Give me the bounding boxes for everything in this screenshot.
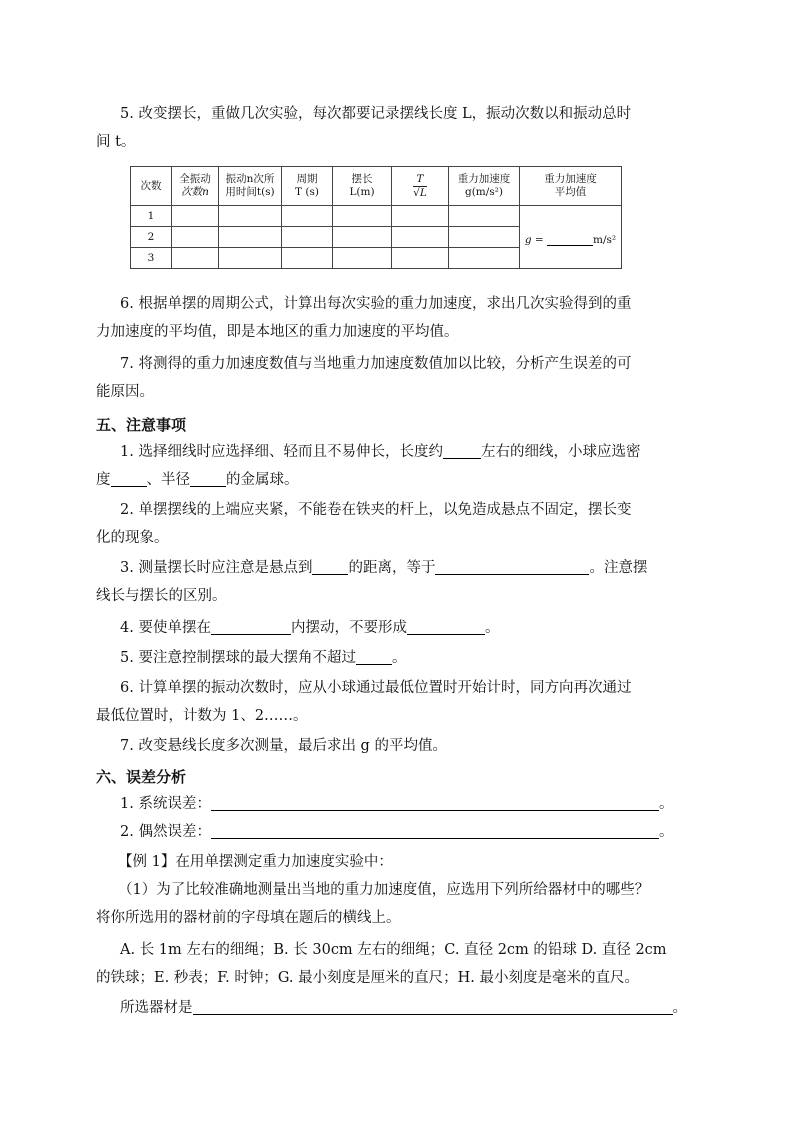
- note-4: 4. 要使单摆在 内摆动，不要形成 。: [120, 620, 500, 636]
- blank-plane: [211, 618, 291, 635]
- row-index: 3: [131, 248, 172, 269]
- options-line-1: A. 长 1m 左右的细绳；B. 长 30cm 左右的细绳；C. 直径 2cm 的铅球 D. 直径 2cm: [120, 942, 667, 958]
- error-random: 2. 偶然误差： 。: [120, 824, 674, 840]
- note-3-line-2: 线长与摆长的区别。: [96, 588, 227, 604]
- header-gravity: 重力加速度 g(m/s²): [449, 167, 520, 206]
- note-2-line-1: 2. 单摆摆线的上端应夹紧，不能卷在铁夹的杆上，以免造成悬点不固定，摆长变: [120, 502, 632, 518]
- step-7-line-1: 7. 将测得的重力加速度数值与当地重力加速度数值加以比较，分析产生误差的可: [120, 356, 632, 372]
- question-1-line-2: 将你所选用的器材前的字母填在题后的横线上。: [96, 910, 401, 926]
- row-index: 1: [131, 206, 172, 227]
- step-6-line-1: 6. 根据单摆的周期公式，计算出每次实验的重力加速度，求出几次实验得到的重: [120, 296, 632, 312]
- header-time: 振动n次所 用时间t(s): [219, 167, 282, 206]
- note-3-line-1: 3. 测量摆长时应注意是悬点到 的距离，等于 。注意摆: [120, 560, 648, 576]
- step-7-line-2: 能原因。: [96, 384, 154, 400]
- header-count: 次数: [131, 167, 172, 206]
- blank-radius: [190, 470, 226, 487]
- example-title: 【例 1】在用单摆测定重力加速度实验中：: [118, 854, 393, 870]
- answer-line: 所选器材是 。: [120, 1000, 687, 1016]
- note-2-line-2: 化的现象。: [96, 530, 169, 546]
- row-index: 2: [131, 227, 172, 248]
- table-header-row: [131, 167, 622, 206]
- blank-random-error: [211, 822, 659, 839]
- gravity-average-blank: [547, 229, 593, 246]
- question-1-line-1: （1）为了比较准确地测量出当地的重力加速度值，应选用下列所给器材中的哪些？: [118, 882, 650, 898]
- header-gravity-average: 重力加速度 平均值: [520, 167, 622, 206]
- header-ratio: [392, 167, 449, 206]
- header-length: 摆长 L(m): [333, 167, 392, 206]
- blank-density: [111, 470, 147, 487]
- table-row: [131, 206, 622, 227]
- note-6-line-2: 最低位置时，计数为 1、2……。: [96, 708, 308, 724]
- blank-equals: [435, 558, 589, 575]
- note-7: 7. 改变悬线长度多次测量，最后求出 g 的平均值。: [120, 738, 447, 754]
- section-heading-error-analysis: 六、误差分析: [96, 768, 187, 786]
- step-5-line-1: 5. 改变摆长，重做几次实验，每次都要记录摆线长度 L，振动次数以和振动总时: [120, 106, 632, 122]
- blank-pendulum-point: [312, 558, 348, 575]
- step-6-line-2: 力加速度的平均值，即是本地区的重力加速度的平均值。: [96, 324, 459, 340]
- note-1-line-1: 1. 选择细线时应选择细、轻而且不易伸长，长度约 左右的细线，小球应选密: [120, 444, 641, 460]
- blank-selected-equipment: [193, 998, 673, 1015]
- note-1-line-2: 度 、半径 的金属球。: [96, 472, 299, 488]
- ratio-fraction: $\frac{T}{√L}$: [413, 172, 427, 199]
- options-line-2: 的铁球；E. 秒表；F. 时钟；G. 最小刻度是厘米的直尺；H. 最小刻度是毫米的直尺。: [96, 970, 639, 986]
- gravity-average-cell: g = m/s²: [520, 206, 622, 269]
- section-heading-precautions: 五、注意事项: [96, 416, 187, 434]
- blank-conical: [407, 618, 485, 635]
- blank-systematic-error: [211, 794, 659, 811]
- error-systematic: 1. 系统误差： 。: [120, 796, 674, 812]
- blank-max-angle: [356, 648, 392, 665]
- note-5: 5. 要注意控制摆球的最大摆角不超过 。: [120, 650, 407, 666]
- step-5-line-2: 间 t。: [96, 134, 136, 150]
- header-full-oscillations: 全振动 次数n: [172, 167, 219, 206]
- blank-length: [443, 442, 481, 459]
- data-table: [130, 166, 622, 269]
- step-5-paragraph: [96, 100, 700, 128]
- step-5-paragraph-cont: [96, 128, 700, 156]
- header-period: 周期 T (s): [282, 167, 333, 206]
- note-6-line-1: 6. 计算单摆的振动次数时，应从小球通过最低位置时开始计时，同方向再次通过: [120, 680, 632, 696]
